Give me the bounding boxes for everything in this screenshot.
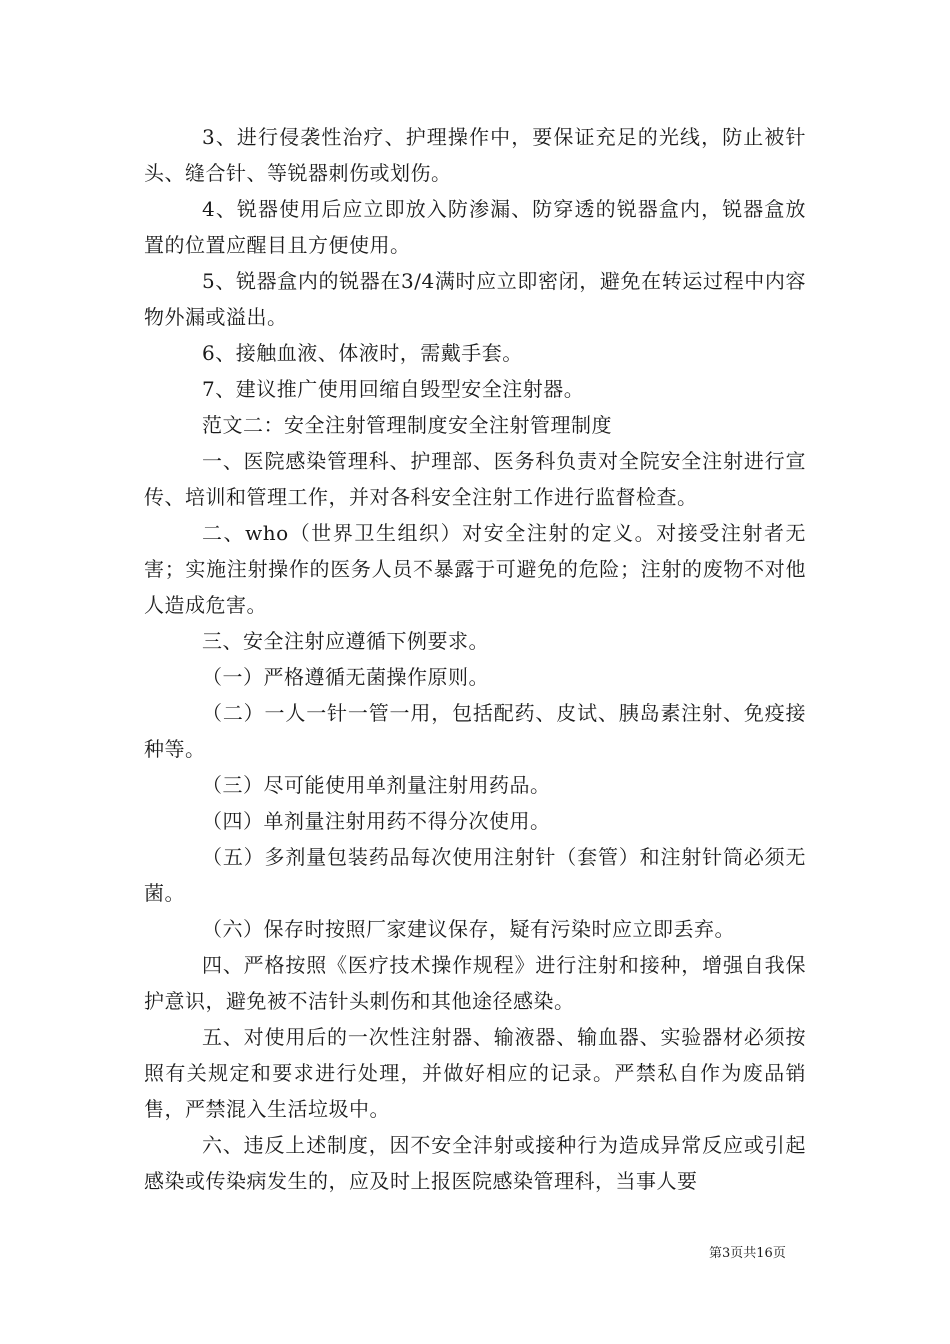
list-item: （三）尽可能使用单剂量注射用药品。	[202, 773, 551, 797]
paragraph: 3、进行侵袭性治疗、护理操作中，要保证充足的光线，防止被针头、缝合针、等锐器刺伤或划伤。	[144, 125, 806, 185]
document-body	[144, 119, 806, 1199]
page-number-footer: 第3页共16页	[709, 1246, 786, 1261]
list-item: （二）一人一针一管一用，包括配药、皮试、胰岛素注射、免疫接种等。	[144, 701, 806, 761]
list-item: （五）多剂量包装药品每次使用注射针（套管）和注射针筒必须无菌。	[144, 845, 806, 905]
list-item: （一）严格遵循无菌操作原则。	[202, 665, 489, 689]
paragraph: 7、建议推广使用回缩自毁型安全注射器。	[202, 377, 585, 401]
paragraph: 六、违反上述制度，因不安全沣射或接种行为造成异常反应或引起感染或传染病发生的，应及时上报医院感染管理科，当事人要	[144, 1133, 806, 1193]
paragraph: 二、who（世界卫生组织）对安全注射的定义。对接受注射者无害；实施注射操作的医务人员不暴露于可避免的危险；注射的废物不对他人造成危害。	[144, 521, 806, 617]
section-heading: 范文二：安全注射管理制度安全注射管理制度	[202, 413, 612, 437]
paragraph: 6、接触血液、体液时，需戴手套。	[202, 341, 523, 365]
list-item: （六）保存时按照厂家建议保存，疑有污染时应立即丢弃。	[202, 917, 735, 941]
paragraph: 4、锐器使用后应立即放入防渗漏、防穿透的锐器盒内，锐器盒放置的位置应醒目且方便使用。	[144, 197, 806, 257]
list-item: （四）单剂量注射用药不得分次使用。	[202, 809, 551, 833]
paragraph: 一、医院感染管理科、护理部、医务科负责对全院安全注射进行宣传、培训和管理工作，并对各科安全注射工作进行监督检查。	[144, 449, 806, 509]
paragraph: 三、安全注射应遵循下例要求。	[202, 629, 489, 653]
paragraph: 5、锐器盒内的锐器在3/4满时应立即密闭，避免在转运过程中内容物外漏或溢出。	[144, 269, 806, 329]
paragraph: 五、对使用后的一次性注射器、输液器、输血器、实验器材必须按照有关规定和要求进行处理，并做好相应的记录。严禁私自作为废品销售，严禁混入生活垃圾中。	[144, 1025, 806, 1121]
paragraph: 四、严格按照《医疗技术操作规程》进行注射和接种，增强自我保护意识，避免被不洁针头刺伤和其他途径感染。	[144, 953, 806, 1013]
